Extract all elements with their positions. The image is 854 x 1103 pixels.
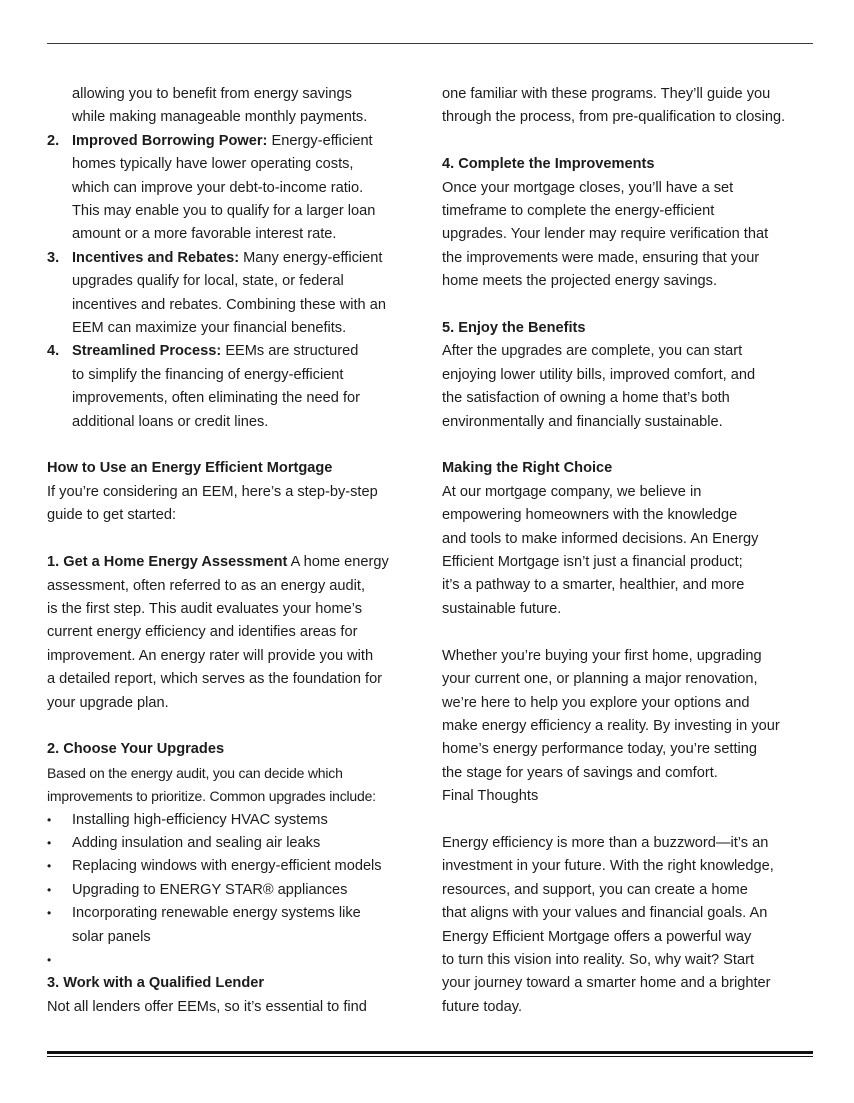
text-line: additional loans or credit lines. [72, 413, 269, 430]
text-line: empowering homeowners with the knowledge [442, 507, 738, 524]
right-column [442, 83, 814, 1019]
text-line: upgrades. Your lender may require verification that [442, 226, 769, 243]
text-line: sustainable future. [442, 600, 562, 617]
benefit-item-3 [47, 247, 422, 341]
text-line: home meets the projected energy savings. [442, 273, 718, 290]
text-line: investment in your future. With the right knowledge, [442, 858, 774, 875]
text-line: a detailed report, which serves as the foundation for [47, 671, 383, 688]
text-line: At our mortgage company, we believe in [442, 483, 702, 500]
text-line: Energy Efficient Mortgage offers a powerful way [442, 928, 752, 945]
item-number: 3. [47, 249, 60, 266]
list-item: • Installing high-efficiency HVAC systems [47, 809, 422, 832]
text-line: it’s a pathway to a smarter, healthier, and more [442, 577, 745, 594]
benefit-title: Streamlined Process: [72, 343, 222, 360]
text-line: This may enable you to qualify for a larger loan [72, 203, 376, 220]
text-line: one familiar with these programs. They’ll guide you [442, 86, 771, 102]
bullet-icon: • [47, 952, 52, 967]
intro-continuation [47, 83, 422, 130]
text-line: Whether you’re buying your first home, upgrading [442, 647, 762, 664]
text-line: Not all lenders offer EEMs, so it’s essential to find [47, 998, 367, 1015]
text-line: timeframe to complete the energy-efficient [442, 203, 715, 220]
top-rule [47, 43, 813, 44]
text-line: incentives and rebates. Combining these with an [72, 296, 386, 313]
list-item: • Adding insulation and sealing air leaks [47, 832, 422, 855]
text-line: through the process, from pre-qualification to closing. [442, 109, 786, 126]
list-item: • Upgrading to ENERGY STAR® appliances [47, 879, 422, 902]
text-line: your current one, or planning a major renovation, [442, 671, 758, 688]
text-line: allowing you to benefit from energy savings [72, 86, 352, 102]
text-line: Energy efficiency is more than a buzzword—it’s an [442, 834, 769, 851]
bullet-icon: • [47, 882, 52, 897]
section-heading-how-to-use: How to Use an Energy Efficient Mortgage [47, 460, 333, 477]
text-line: your upgrade plan. [47, 694, 169, 711]
step-2-heading: 2. Choose Your Upgrades [47, 741, 225, 758]
text-line: enjoying lower utility bills, improved comfort, and [442, 366, 756, 383]
item-number: 2. [47, 132, 60, 149]
text-line: we’re here to help you explore your options and [442, 694, 750, 711]
text-line: make energy efficiency a reality. By investing in your [442, 717, 780, 734]
text-line: Many energy-efficient [243, 249, 383, 266]
final-thoughts-heading: Final Thoughts [442, 788, 539, 805]
text-line: the improvements were made, ensuring that your [442, 249, 760, 266]
text-line: which can improve your debt-to-income ratio. [72, 179, 364, 196]
text-line: to turn this vision into reality. So, why wait? Start [442, 951, 755, 968]
benefit-item-4 [47, 340, 422, 434]
text-line: homes typically have lower operating costs, [72, 156, 354, 173]
text-line: Energy-efficient [271, 132, 373, 149]
step-3-heading: 3. Work with a Qualified Lender [47, 975, 265, 992]
text-line: future today. [442, 998, 523, 1015]
text-line: assessment, often referred to as an energy audit, [47, 577, 365, 594]
text-line: EEM can maximize your financial benefits. [72, 320, 347, 337]
text-line: while making manageable monthly payments. [72, 109, 368, 126]
text-line: improvements to prioritize. Common upgrades include: [47, 788, 376, 805]
bullet-icon: • [47, 906, 52, 921]
text-line: your journey toward a smarter home and a brighter [442, 975, 771, 992]
left-column [47, 83, 422, 1019]
text-line: Efficient Mortgage isn’t just a financial product; [442, 554, 743, 571]
benefit-title: Incentives and Rebates: [72, 249, 240, 266]
text-line: the satisfaction of owning a home that’s both [442, 390, 730, 407]
bullet-icon: • [47, 835, 52, 850]
text-line: improvements, often eliminating the need for [72, 390, 360, 407]
bullet-icon: • [47, 812, 52, 827]
step-1-heading: 1. Get a Home Energy Assessment [47, 554, 288, 571]
step-5-heading: 5. Enjoy the Benefits [442, 320, 586, 337]
bottom-double-rule [47, 1051, 813, 1057]
text-line: solar panels [72, 928, 151, 945]
item-number: 4. [47, 343, 60, 360]
bullet-icon: • [47, 859, 52, 874]
text-line: After the upgrades are complete, you can start [442, 343, 743, 360]
text-line: guide to get started: [47, 507, 176, 524]
list-item: • Replacing windows with energy-efficient models [47, 855, 422, 878]
text-line: home’s energy performance today, you’re setting [442, 741, 758, 758]
text-line: upgrades qualify for local, state, or federal [72, 273, 344, 290]
text-line: If you’re considering an EEM, here’s a step-by-step [47, 483, 378, 500]
text-line: and tools to make informed decisions. An Energy [442, 530, 759, 547]
text-line: that aligns with your values and financial goals. An [442, 905, 768, 922]
benefit-title: Improved Borrowing Power: [72, 132, 268, 149]
section-heading-right-choice: Making the Right Choice [442, 460, 613, 477]
list-item: • Incorporating renewable energy systems like [47, 902, 422, 925]
text-line: to simplify the financing of energy-efficient [72, 366, 344, 383]
text-line: Once your mortgage closes, you’ll have a set [442, 179, 734, 196]
text-line: amount or a more favorable interest rate. [72, 226, 337, 243]
text-line: the stage for years of savings and comfort. [442, 764, 718, 781]
text-line: resources, and support, you can create a home [442, 881, 748, 898]
text-line: EEMs are structured [225, 343, 359, 360]
benefit-item-2 [47, 130, 422, 247]
empty-list-item [47, 949, 422, 972]
text-line: improvement. An energy rater will provide you with [47, 647, 374, 664]
step-4-heading: 4. Complete the Improvements [442, 156, 655, 173]
text-line: is the first step. This audit evaluates your home’s [47, 600, 363, 617]
text-line: current energy efficiency and identifies areas for [47, 624, 358, 641]
text-line: A home energy [290, 554, 389, 571]
text-line: Based on the energy audit, you can decide which [47, 764, 343, 781]
text-line: environmentally and financially sustainable. [442, 413, 723, 430]
